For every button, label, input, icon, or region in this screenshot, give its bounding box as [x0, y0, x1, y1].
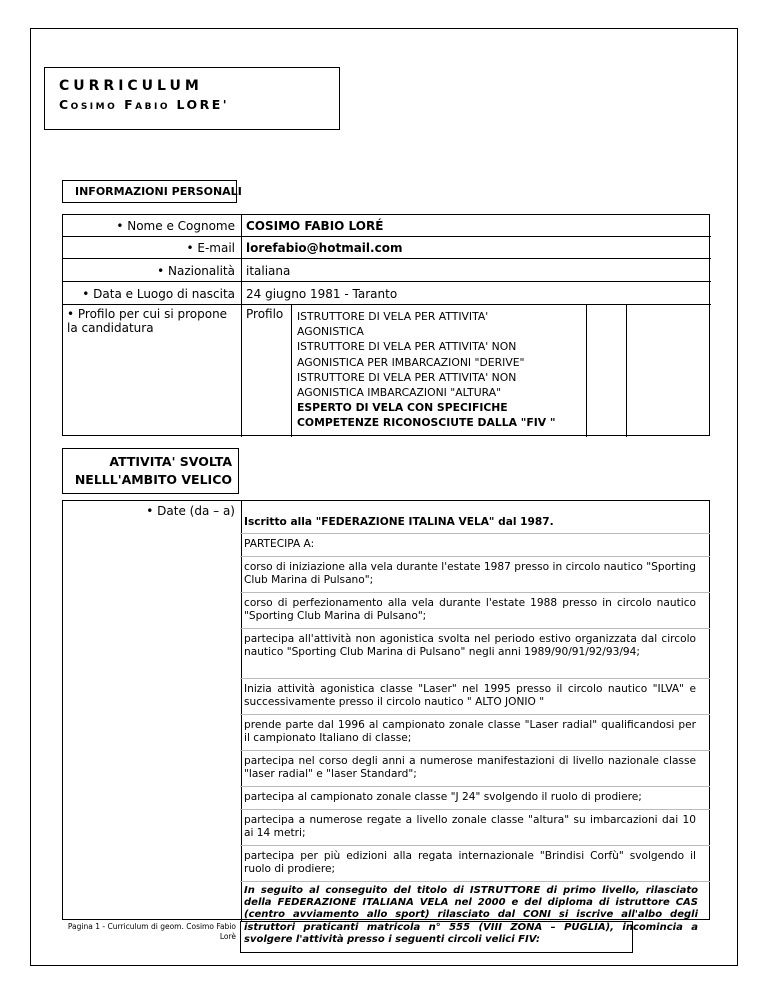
name-first: Cosimo Fabio — [59, 97, 170, 112]
profile-line: AGONISTICA IMBARCAZIONI "ALTURA" — [297, 386, 502, 400]
activity-item: partecipa per più edizioni alla regata internazionale "Brindisi Corfù" svolgendo il ruolo di prodiere; — [244, 850, 696, 875]
label-name: • Nome e Cognome — [116, 219, 235, 233]
personal-info-heading: INFORMAZIONI PERSONALI — [75, 185, 242, 198]
label-date: • Date (da – a) — [146, 504, 235, 518]
activity-intro: Iscritto alla "FEDERAZIONE ITALINA VELA" dal 1987. — [244, 516, 554, 528]
footer-line1: Pagina 1 - Curriculum di geom. Cosimo Fabio — [67, 922, 236, 931]
profile-list — [297, 309, 555, 431]
label-birth: • Data e Luogo di nascita — [82, 287, 235, 301]
activity-item: partecipa a numerose regate a livello zonale classe "altura" su imbarcazioni dai 10 ai 14 metri; — [244, 814, 696, 839]
personal-info-heading-box — [62, 180, 242, 203]
activity-partecipa: PARTECIPA A: — [244, 538, 315, 550]
activity-item: partecipa all'attività non agonistica svolta nel periodo estivo organizzata dal circolo nautico "Sporting Club Marina di Pulsano" negli anni 1989/90/91/92/93/94; — [244, 633, 696, 658]
activity-item: corso di perfezionamento alla vela durante l'estate 1988 presso in circolo nautico "Sporting Club Marina di Pulsano"; — [244, 597, 696, 622]
label-email: • E-mail — [186, 241, 235, 255]
profile-line: ISTRUTTORE DI VELA PER ATTIVITA' — [297, 310, 489, 323]
activity-heading-line2: NELLL'AMBITO VELICO — [74, 472, 232, 487]
profile-line-bold: ESPERTO DI VELA CON SPECIFICHE — [297, 401, 508, 415]
footer-line2: Lorè — [219, 932, 236, 941]
label-profile-line1: • Profilo per cui si propone — [67, 307, 228, 321]
profile-word: Profilo — [246, 307, 284, 321]
page-footer — [36, 922, 236, 942]
activity-item: partecipa nel corso degli anni a numerose manifestazioni di livello nazionale classe "laser radial" e "laser Standard"; — [244, 755, 696, 780]
activity-heading-box — [62, 448, 239, 494]
value-nationality: italiana — [246, 264, 291, 278]
profile-line-bold: COMPETENZE RICONOSCIUTE DALLA "FIV " — [297, 416, 556, 430]
value-email[interactable]: lorefabio@hotmail.com — [246, 241, 403, 255]
value-name: COSIMO FABIO LORÉ — [246, 219, 384, 233]
activity-item: corso di iniziazione alla vela durante l'estate 1987 presso in circolo nautico "Sporting Club Marina di Pulsano"; — [244, 561, 696, 586]
profile-line: AGONISTICA PER IMBARCAZIONI "DERIVE" — [297, 355, 525, 369]
profile-line: ISTRUTTORE DI VELA PER ATTIVITA' NON — [297, 370, 517, 384]
activity-item: Inizia attività agonistica classe "Laser" nel 1995 presso il circolo nautico "ILVA" e successivamente presso il circolo nautico " ALTO JONIO " — [244, 683, 696, 708]
curriculum-title: CURRICULUM — [59, 78, 203, 94]
activity-item: partecipa al campionato zonale classe "J 24" svolgendo il ruolo di prodiere; — [244, 791, 642, 803]
name-last: LORE' — [176, 97, 230, 112]
label-profile-line2: la candidatura — [67, 321, 154, 335]
continuation-box — [240, 921, 633, 953]
curriculum-title-box — [44, 67, 340, 130]
profile-line: AGONISTICA — [297, 325, 364, 339]
activity-final-bold: In seguito al conseguito del titolo di ISTRUTTORE di primo livello, rilasciato della FEDERAZIONE ITALIANA VELA nel 2000 e del diploma di istruttore CAS (centro avviamento allo sport) rilasciato dal CONI si iscrive all'albo degli istruttori praticanti matricola n° 555 (VIII ZONA – PUGLIA), incomincia a svolgere l'attività presso i seguenti circoli velici FIV: — [244, 885, 698, 945]
activity-heading-line1: ATTIVITA' SVOLTA — [109, 454, 232, 469]
personal-info-table — [62, 214, 710, 436]
activity-item: prende parte dal 1996 al campionato zonale classe "Laser radial" qualificandosi per il campionato Italiano di classe; — [244, 719, 696, 744]
label-nationality: • Nazionalità — [157, 264, 235, 278]
candidate-name-heading — [59, 96, 325, 113]
value-birth: 24 giugno 1981 - Taranto — [246, 287, 398, 301]
profile-line: ISTRUTTORE DI VELA PER ATTIVITA' NON — [297, 340, 517, 354]
